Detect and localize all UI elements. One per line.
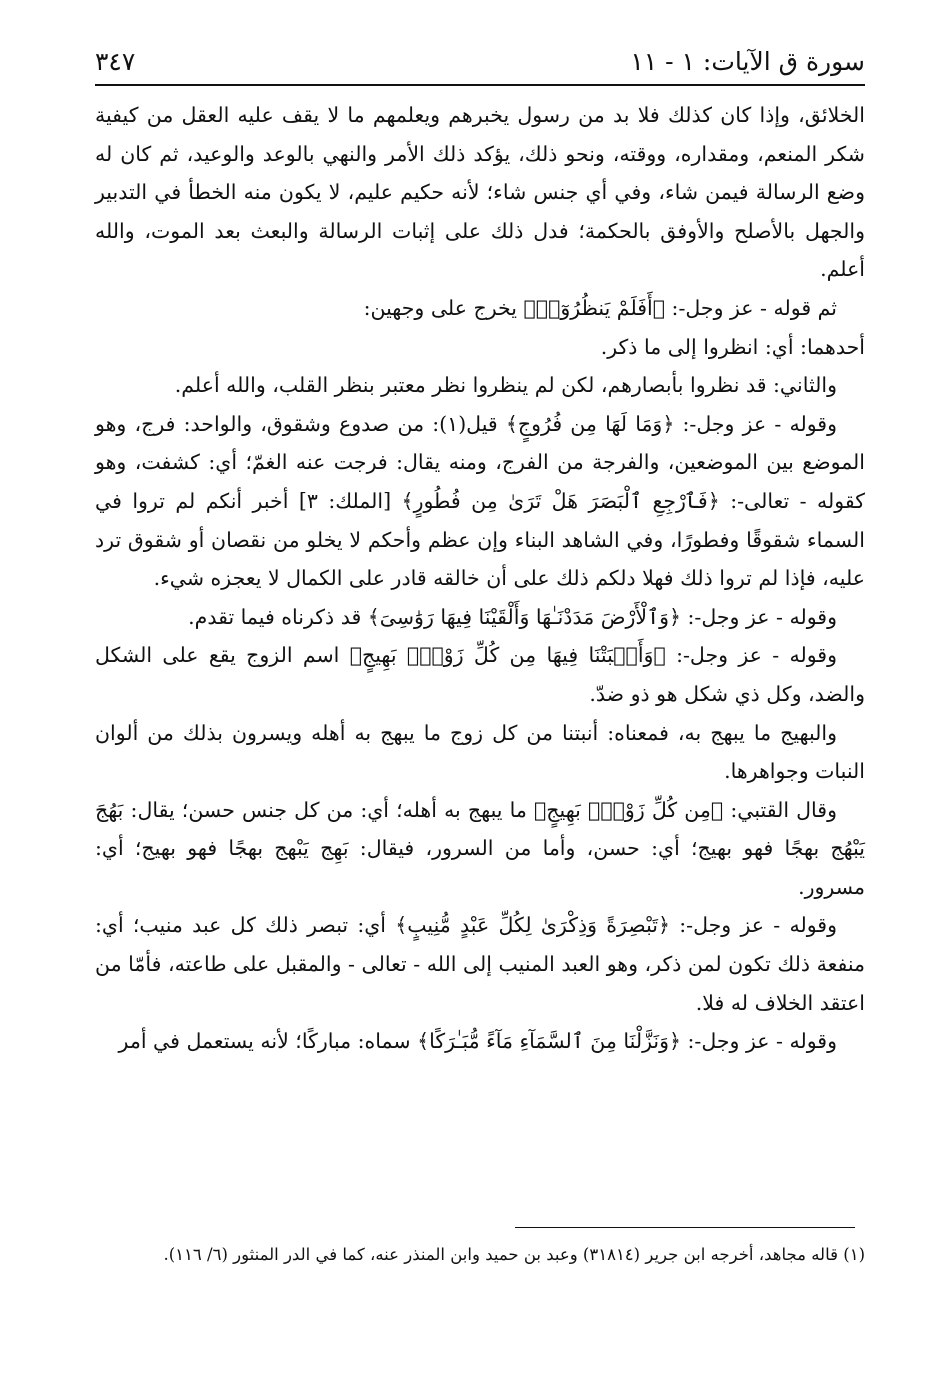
- body-text: [95, 96, 865, 1061]
- paragraph: والبهيج ما يبهج به، فمعناه: أنبتنا من كل زوج ما يبهج به أهله ويسرون بذلك من ألوان النبات وجواهرها.: [95, 720, 865, 784]
- paragraph: وقوله - عز وجل-: ﴿وَنَزَّلْنَا مِنَ ٱلسَّمَآءِ مَآءً مُّبَـٰرَكًا﴾ سماه: مباركًا؛ لأنه يستعمل في أمر: [118, 1029, 837, 1054]
- paragraph: ثم قوله - عز وجل-: ﴿أَفَلَمْ يَنظُرُوٓا۟﴾ يخرج على وجهين:: [363, 295, 837, 320]
- header-rule: [95, 84, 865, 86]
- page-header: [95, 40, 865, 86]
- paragraph: وقوله - عز وجل-: ﴿وَأَنۢبَتْنَا فِيهَا مِن كُلِّ زَوْجٍۭ بَهِيجٍ﴾ اسم الزوج يقع على الشكل والضد، وكل ذي شكل هو ذو ضدّ.: [95, 643, 865, 706]
- footnote-rule: [515, 1227, 855, 1228]
- paragraph: وقوله - عز وجل-: ﴿وَمَا لَهَا مِن فُرُوجٍ﴾ قيل(١): من صدوع وشقوق، والواحد: فرج، وهو الموضع بين الموضعين، والفرجة من الفرج، ومنه يقال: فرجت عنه الغمّ؛ أي: كشفت، وهو كقوله - تعالى-: ﴿فَٱرْجِعِ ٱلْبَصَرَ هَلْ تَرَىٰ مِن فُطُورٍ﴾ [الملك: ٣] أخبر أنكم لم تروا في السماء شقوقًا وفطورًا، وفي الشاهد البناء وإن عظم وأحكم لا يخلو من نقصان أو شقوق ترد عليه، فإذا لم تروا ذلك فهلا دلكم ذلك على أن خالقه قادر على الكمال لا يعجزه شيء.: [95, 411, 865, 591]
- page-number: ٣٤٧: [95, 47, 136, 76]
- paragraph: وقوله - عز وجل-: ﴿تَبْصِرَةً وَذِكْرَىٰ لِكُلِّ عَبْدٍ مُّنِيبٍ﴾ أي: تبصر ذلك كل عبد منيب؛ أي: منفعة ذلك تكون لمن ذكر، وهو العبد المنيب إلى الله - تعالى - والمقبل على طاعته، فأمّا من اعتقد الخلاف له فلا.: [95, 913, 865, 1015]
- paragraph: أحدهما: أي: انظروا إلى ما ذكر.: [600, 334, 865, 359]
- footnote: [95, 1240, 865, 1270]
- paragraph: وقوله - عز وجل-: ﴿وَٱلْأَرْضَ مَدَدْنَـٰهَا وَأَلْقَيْنَا فِيهَا رَوَٰسِىَ﴾ قد ذكرناه فيما تقدم.: [188, 604, 837, 629]
- paragraph: وقال القتبي: ﴿مِن كُلِّ زَوْجٍۭ بَهِيجٍ﴾ ما يبهج به أهله؛ أي: من كل جنس حسن؛ يقال: بَهُجَ يَبْهُج بهجًا فهو بهيج؛ أي: حسن، وأما من السرور، فيقال: بَهِج يَبْهج بهجًا فهو بهيج؛ أي: مسرور.: [95, 797, 865, 899]
- paragraph: والثاني: قد نظروا بأبصارهم، لكن لم ينظروا نظر معتبر بنظر القلب، والله أعلم.: [174, 373, 837, 398]
- running-title: سورة ق الآيات: ١ - ١١: [630, 47, 865, 76]
- footnote-text: (١) قاله مجاهد، أخرجه ابن جرير (٣١٨١٤) وعبد بن حميد وابن المنذر عنه، كما في الدر المنثور (٦/ ١١٦).: [163, 1245, 865, 1264]
- paragraph: الخلائق، وإذا كان كذلك فلا بد من رسول يخبرهم ويعلمهم ما لا يقف عليه العقل من كيفية شكر المنعم، ومقداره، ووقته، ونحو ذلك، يؤكد ذلك الأمر والنهي بالوعد والوعيد، ثم كان له وضع الرسالة فيمن شاء، وفي أي جنس شاء؛ لأنه حكيم عليم، لا يكون منه الخطأ في التدبير والجهل بالأصلح والأوفق بالحكمة؛ فدل ذلك على إثبات الرسالة والبعث بعد الموت، والله أعلم.: [95, 103, 865, 282]
